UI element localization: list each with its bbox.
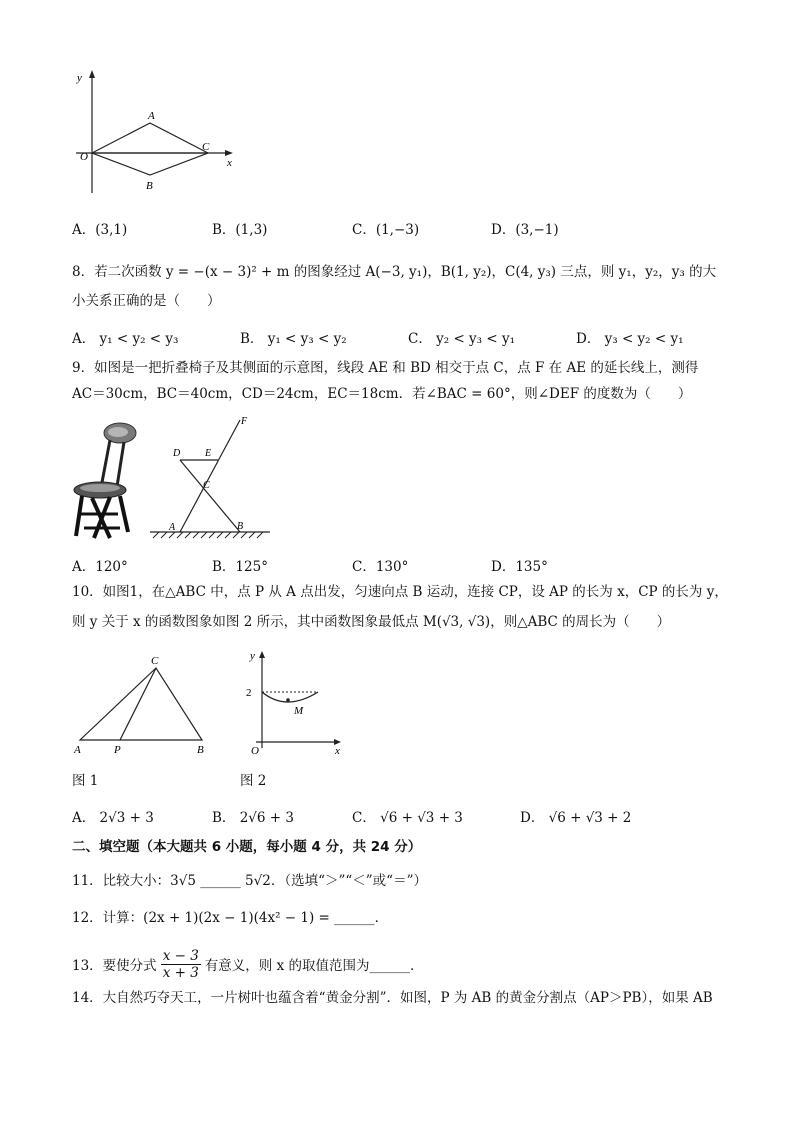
axis-x-label: x: [335, 745, 340, 757]
q8-option-d[interactable]: D． y₃ < y₂ < y₁: [576, 331, 684, 347]
q9-stem-line1: 9．如图是一把折叠椅子及其侧面的示意图，线段 AE 和 BD 相交于点 C，点 F 在 AE 的延长线上，测得: [72, 360, 699, 376]
q7-coordinate-figure: [70, 68, 250, 198]
point-A-label: A: [148, 110, 155, 122]
x-axis-arrow: [225, 150, 233, 156]
folding-chair-image: [70, 418, 142, 542]
q9-schematic-figure: [145, 412, 275, 542]
q9-option-b[interactable]: B．125°: [212, 559, 268, 575]
point-C-label: C: [203, 480, 210, 491]
q13-fraction: [161, 948, 201, 981]
function-curve: [262, 692, 318, 702]
q9-stem-line2: AC＝30cm，BC＝40cm，CD＝24cm，EC＝18cm．若∠BAC = 60°，则∠DEF 的度数为（ ）: [72, 386, 692, 402]
q10-figure1-triangle: [70, 652, 218, 760]
q10-option-b[interactable]: B． 2√6 + 3: [212, 810, 294, 826]
rhombus-OACB: [92, 123, 208, 175]
q7-option-c[interactable]: C．(1,−3): [352, 222, 420, 238]
y-axis-arrow: [259, 651, 265, 658]
q8-option-b[interactable]: B． y₁ < y₃ < y₂: [240, 331, 347, 347]
q13-suffix: 有意义，则 x 的取值范围为______．: [204, 958, 424, 974]
triangle-ABC: [80, 668, 202, 740]
q13-numerator: x − 3: [162, 947, 199, 964]
point-C-label: C: [202, 141, 210, 153]
segment-CP: [120, 668, 156, 740]
q10-option-d[interactable]: D． √6 + √3 + 2: [520, 810, 632, 826]
q10-stem-line1: 10．如图1，在△ABC 中，点 P 从 A 点出发，匀速向点 B 运动，连接 CP，设 AP 的长为 x，CP 的长为 y，: [72, 584, 728, 600]
q7-option-d[interactable]: D．(3,−1): [491, 222, 559, 238]
point-O-label: O: [80, 151, 88, 163]
point-A-label: A: [74, 744, 81, 756]
q7-option-b[interactable]: B．(1,3): [212, 222, 268, 238]
q8-stem-line1: 8．若二次函数 y = −(x − 3)² + m 的图象经过 A(−3, y₁)，B(1, y₂)，C(4, y₃) 三点，则 y₁，y₂，y₃ 的大: [72, 264, 717, 280]
point-E-label: E: [205, 448, 212, 459]
origin-O-label: O: [251, 745, 259, 757]
point-M-label: M: [294, 705, 304, 717]
q9-option-d[interactable]: D．135°: [491, 559, 548, 575]
q13-prefix: 13．要使分式: [72, 958, 157, 974]
point-M: [286, 698, 290, 702]
figure2-caption: 图 2: [240, 773, 267, 789]
y-axis-arrow: [89, 70, 95, 78]
point-B-label: B: [146, 180, 153, 192]
point-B-label: B: [197, 744, 204, 756]
q10-stem-line2: 则 y 关于 x 的函数图象如图 2 所示，其中函数图象最低点 M(√3, √3)，则△ABC 的周长为（ ）: [72, 614, 671, 630]
q9-option-c[interactable]: C．130°: [352, 559, 409, 575]
point-B-label: B: [237, 521, 244, 532]
q8-option-a[interactable]: A． y₁ < y₂ < y₃: [72, 331, 179, 347]
q8-option-c[interactable]: C． y₂ < y₃ < y₁: [408, 331, 516, 347]
point-A-label: A: [169, 522, 176, 533]
q10-option-c[interactable]: C． √6 + √3 + 3: [352, 810, 463, 826]
y-value-2-label: 2: [246, 687, 252, 699]
q10-option-a[interactable]: A． 2√3 + 3: [72, 810, 154, 826]
point-F-label: F: [241, 416, 248, 427]
point-D-label: D: [173, 448, 181, 459]
q11-text: 11．比较大小：3√5 ______ 5√2．（选填“＞”“＜”或“＝”）: [72, 873, 427, 889]
point-C-label: C: [151, 655, 159, 667]
axis-y-label: y: [77, 72, 82, 84]
figure1-caption: 图 1: [72, 773, 99, 789]
section-fill-in-heading: 二、填空题（本大题共 6 小题，每小题 4 分，共 24 分）: [72, 839, 422, 855]
point-P-label: P: [114, 744, 121, 756]
q9-option-a[interactable]: A．120°: [72, 559, 128, 575]
q7-option-a[interactable]: A．(3,1): [72, 222, 128, 238]
segment-DB: [180, 460, 240, 532]
q8-stem-line2: 小关系正确的是（ ）: [72, 293, 221, 309]
q13-line: [72, 944, 424, 984]
axis-y-label: y: [250, 650, 255, 662]
q12-text: 12．计算：(2x + 1)(2x − 1)(4x² − 1) = ______．: [72, 910, 389, 926]
q13-denominator: x + 3: [162, 964, 199, 981]
axis-x-label: x: [227, 157, 232, 169]
segment-AF: [180, 420, 240, 532]
q10-figure2-graph: [240, 648, 350, 760]
q14-text: 14．大自然巧夺天工，一片树叶也蕴含着“黄金分割”．如图，P 为 AB 的黄金分割点（AP＞PB），如果 AB: [72, 990, 713, 1006]
